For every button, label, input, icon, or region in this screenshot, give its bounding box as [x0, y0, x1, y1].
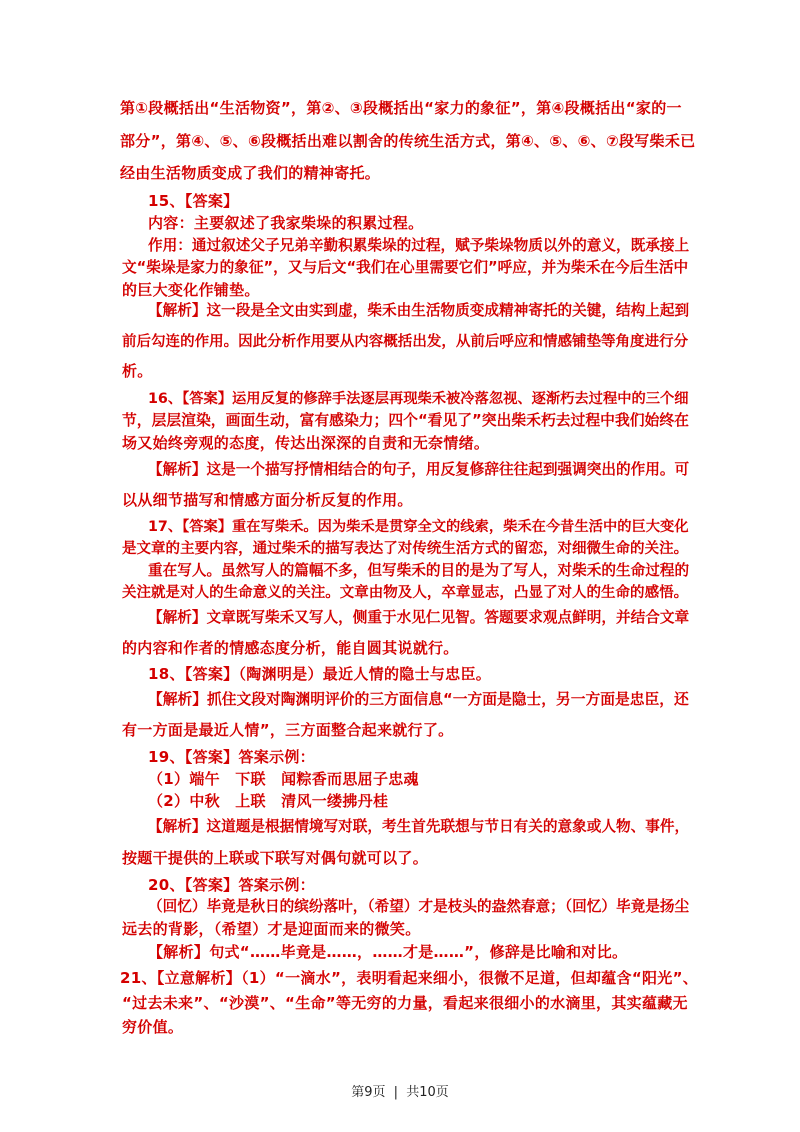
analysis-line: 【解析】句式“……毕竟是……，……才是……”，修辞是比喻和对比。: [148, 943, 628, 961]
answer-heading-17: 17、【答案】重在写柴禾。因为柴禾是贯穿全文的线索，柴禾在今昔生活中的巨大变化: [148, 519, 689, 535]
text-line: 场又始终旁观的态度，传达出深深的自责和无奈情绪。: [122, 434, 490, 452]
answer-heading-16: 16、【答案】运用反复的修辞手法逐层再现柴禾被冷落忽视、逐渐朽去过程中的三个细: [148, 391, 689, 407]
text-line: （2）中秋 上联 清风一缕拂丹桂: [148, 792, 389, 810]
text-line: 内容：主要叙述了我家柴垛的积累过程。: [148, 214, 424, 232]
text-line: 有一方面是最近人情”，三方面整合起来就行了。: [122, 721, 454, 739]
text-line: 穷价值。: [122, 1018, 184, 1036]
text-line: 按题干提供的上联或下联写对偶句就可以了。: [122, 849, 429, 867]
answer-heading-19: 19、【答案】答案示例：: [148, 748, 315, 766]
analysis-line: 【解析】这道题是根据情境写对联，考生首先联想与节日有关的意象或人物、事件，: [148, 818, 690, 835]
text-line: 第①段概括出“生活物资”，第②、③段概括出“家力的象征”，第④段概括出“家的一: [120, 99, 682, 117]
text-line: （1）端午 下联 闻粽香而思屈子忠魂: [148, 770, 419, 788]
page-number: 第9页: [351, 1085, 386, 1100]
text-line: 文“柴垛是家力的象征”，又与后文“我们在心里需要它们”呼应，并为柴禾在今后生活中: [122, 259, 689, 276]
analysis-line: 【解析】这一段是全文由实到虚，柴禾由生活物质变成精神寄托的关键，结构上起到: [148, 302, 690, 319]
text-line: 是文章的主要内容，通过柴禾的描写表达了对传统生活方式的留恋，对细微生命的关注。: [122, 541, 689, 557]
footer-separator: |: [393, 1085, 399, 1100]
text-line: “过去未来”、“沙漠”、“生命”等无穷的力量，看起来很细小的水滴里，其实蕴藏无: [122, 994, 688, 1012]
analysis-line: 【解析】这是一个描写抒情相结合的句子，用反复修辞往往起到强调突出的作用。可: [148, 461, 690, 478]
text-line: 的巨大变化作铺垫。: [122, 281, 260, 299]
text-line: 重在写人。虽然写人的篇幅不多，但写柴禾的目的是为了写人，对柴禾的生命过程的: [148, 562, 690, 579]
text-line: 以从细节描写和情感方面分析反复的作用。: [122, 491, 413, 509]
answer-heading-18: 18、【答案】（陶渊明是）最近人情的隐士与忠臣。: [148, 665, 492, 683]
analysis-line: 【解析】文章既写柴禾又写人，侧重于水见仁见智。答题要求观点鲜明，并结合文章: [148, 609, 690, 626]
text-line: （回忆）毕竟是秋日的缤纷落叶，（希望）才是枝头的盎然春意；（回忆）毕竟是扬尘: [148, 898, 690, 915]
text-line: 部分”，第④、⑤、⑥段概括出难以割舍的传统生活方式，第④、⑤、⑥、⑦段写柴禾已: [120, 132, 696, 150]
text-line: 节，层层渲染，画面生动，富有感染力；四个“看见了”突出柴禾朽去过程中我们始终在: [122, 412, 689, 429]
text-line: 经由生活物质变成了我们的精神寄托。: [120, 164, 381, 182]
text-line: 析。: [122, 362, 153, 380]
page-total: 共10页: [406, 1085, 449, 1100]
text-line: 远去的背影，（希望）才是迎面而来的微笑。: [122, 920, 421, 938]
text-line: 作用：通过叙述父子兄弟辛勤积累柴垛的过程，赋予柴垛物质以外的意义，既承接上: [148, 237, 690, 254]
answer-heading-15: 15、【答案】: [148, 192, 239, 210]
text-line: 前后勾连的作用。因此分析作用要从内容概括出发，从前后呼应和情感铺垫等角度进行分: [122, 334, 689, 350]
page-footer: [0, 1081, 800, 1100]
text-line: 的内容和作者的情感态度分析，能自圆其说就行。: [122, 639, 459, 657]
answer-heading-21: 21、【立意解析】（1）“一滴水”，表明看起来细小，很微不足道，但却蕴含“阳光”、: [120, 969, 699, 987]
text-line: 关注就是对人的生命意义的关注。文章由物及人，卒章显志，凸显了对人的生命的感悟。: [122, 585, 689, 601]
answer-heading-20: 20、【答案】答案示例：: [148, 876, 315, 894]
analysis-line: 【解析】抓住文段对陶渊明评价的三方面信息“一方面是隐士，另一方面是忠臣，还: [148, 691, 689, 708]
